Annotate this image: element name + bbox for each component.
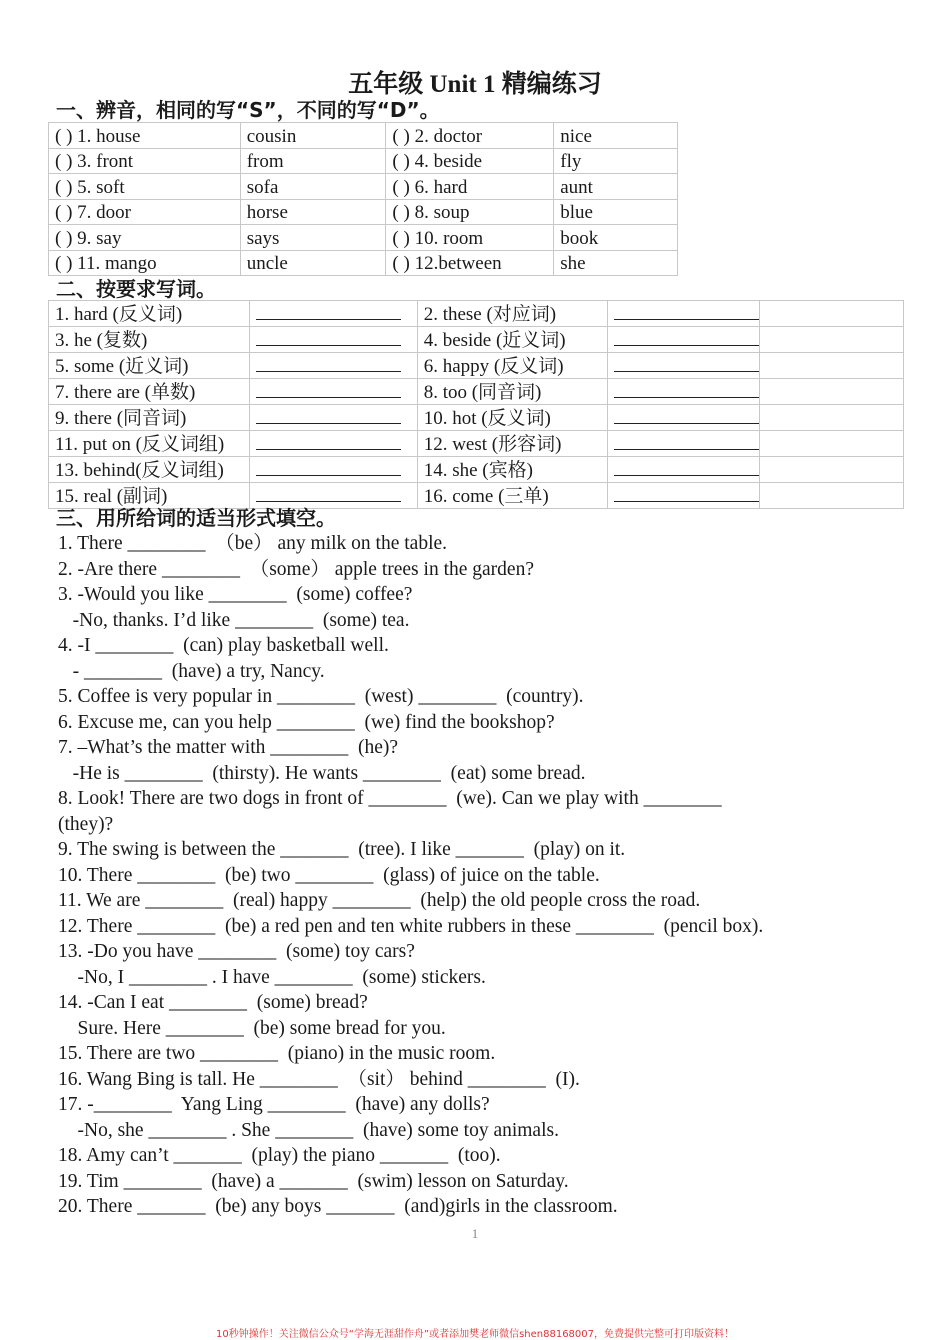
section2-heading: 二、按要求写词。 bbox=[56, 277, 216, 301]
phonics-cell: ( ) 4. beside bbox=[386, 148, 554, 174]
exercise-line: 20. There _______ (be) any boys _______ (and)girls in the classroom. bbox=[58, 1196, 618, 1217]
phonics-cell: ( ) 3. front bbox=[49, 148, 241, 174]
answer-blank[interactable] bbox=[614, 301, 759, 320]
word-form-row bbox=[49, 405, 904, 431]
phonics-row bbox=[49, 225, 678, 251]
answer-blank[interactable] bbox=[256, 353, 401, 372]
prompt-cell: 8. too (同音词) bbox=[417, 379, 608, 405]
empty-cell bbox=[760, 379, 904, 405]
answer-blank[interactable] bbox=[256, 431, 401, 450]
phonics-cell: she bbox=[554, 250, 678, 276]
exercise-line: 5. Coffee is very popular in ________ (west) ________ (country). bbox=[58, 686, 584, 707]
exercise-line: 17. -________ Yang Ling ________ (have) any dolls? bbox=[58, 1094, 490, 1115]
phonics-cell: ( ) 1. house bbox=[49, 123, 241, 149]
exercise-line: -He is ________ (thirsty). He wants ________ (eat) some bread. bbox=[58, 762, 586, 784]
phonics-cell: ( ) 5. soft bbox=[49, 174, 241, 200]
prompt-cell: 5. some (近义词) bbox=[49, 353, 250, 379]
prompt-cell: 4. beside (近义词) bbox=[417, 327, 608, 353]
fill-in-exercises bbox=[58, 531, 918, 1220]
answer-blank[interactable] bbox=[614, 483, 759, 502]
phonics-cell: ( ) 12.between bbox=[386, 250, 554, 276]
answer-blank[interactable] bbox=[614, 457, 759, 476]
prompt-cell: 6. happy (反义词) bbox=[417, 353, 608, 379]
phonics-row bbox=[49, 250, 678, 276]
exercise-line: 11. We are ________ (real) happy ________ (help) the old people cross the road. bbox=[58, 890, 701, 911]
phonics-cell: horse bbox=[240, 199, 386, 225]
empty-cell bbox=[760, 301, 904, 327]
word-form-row bbox=[49, 327, 904, 353]
exercise-line: (they)? bbox=[58, 813, 114, 835]
exercise-line: 15. There are two ________ (piano) in the music room. bbox=[58, 1043, 496, 1064]
exercise-line: -No, I ________ . I have ________ (some) stickers. bbox=[58, 966, 486, 988]
empty-cell bbox=[760, 327, 904, 353]
prompt-cell: 1. hard (反义词) bbox=[49, 301, 250, 327]
word-form-row bbox=[49, 457, 904, 483]
answer-cell[interactable] bbox=[608, 457, 760, 483]
answer-blank[interactable] bbox=[614, 327, 759, 346]
answer-blank[interactable] bbox=[614, 431, 759, 450]
prompt-cell: 12. west (形容词) bbox=[417, 431, 608, 457]
phonics-cell: fly bbox=[554, 148, 678, 174]
phonics-cell: aunt bbox=[554, 174, 678, 200]
phonics-cell: book bbox=[554, 225, 678, 251]
answer-blank[interactable] bbox=[256, 327, 401, 346]
phonics-cell: ( ) 11. mango bbox=[49, 250, 241, 276]
exercise-line: -No, thanks. I’d like ________ (some) tea. bbox=[58, 609, 410, 631]
phonics-row bbox=[49, 199, 678, 225]
prompt-cell: 3. he (复数) bbox=[49, 327, 250, 353]
exercise-line: 8. Look! There are two dogs in front of ________ (we). Can we play with ________ bbox=[58, 788, 722, 809]
answer-blank[interactable] bbox=[256, 301, 401, 320]
exercise-line: 19. Tim ________ (have) a _______ (swim) lesson on Saturday. bbox=[58, 1170, 569, 1192]
phonics-cell: ( ) 6. hard bbox=[386, 174, 554, 200]
exercise-line: 16. Wang Bing is tall. He ________ （sit） behind ________ (I). bbox=[58, 1068, 580, 1090]
exercise-line: 6. Excuse me, can you help ________ (we) find the bookshop? bbox=[58, 711, 555, 733]
answer-blank[interactable] bbox=[256, 457, 401, 476]
phonics-row bbox=[49, 174, 678, 200]
prompt-cell: 11. put on (反义词组) bbox=[49, 431, 250, 457]
exercise-line: Sure. Here ________ (be) some bread for you. bbox=[58, 1017, 446, 1039]
word-form-row bbox=[49, 301, 904, 327]
exercise-line: 2. -Are there ________ （some） apple trees in the garden? bbox=[58, 558, 534, 580]
answer-cell[interactable] bbox=[608, 327, 760, 353]
answer-cell[interactable] bbox=[250, 405, 418, 431]
section3-heading: 三、用所给词的适当形式填空。 bbox=[56, 506, 336, 530]
phonics-cell: sofa bbox=[240, 174, 386, 200]
answer-blank[interactable] bbox=[614, 353, 759, 372]
word-form-row bbox=[49, 431, 904, 457]
phonics-cell: ( ) 8. soup bbox=[386, 199, 554, 225]
answer-blank[interactable] bbox=[614, 405, 759, 424]
page-number: 1 bbox=[471, 1226, 479, 1241]
phonics-cell: nice bbox=[554, 123, 678, 149]
exercise-line: -No, she ________ . She ________ (have) some toy animals. bbox=[58, 1119, 559, 1141]
phonics-cell: ( ) 2. doctor bbox=[386, 123, 554, 149]
footer-note: 10秒钟操作！关注微信公众号“学海无涯甜作舟”或者添加樊老师微信shen88168007，免费提供完整可打印版资料！ bbox=[215, 1329, 735, 1340]
answer-cell[interactable] bbox=[608, 353, 760, 379]
exercise-line: 7. –What’s the matter with ________ (he)? bbox=[58, 737, 399, 758]
empty-cell bbox=[760, 483, 904, 509]
prompt-cell: 2. these (对应词) bbox=[417, 301, 608, 327]
exercise-line: 9. The swing is between the _______ (tree). I like _______ (play) on it. bbox=[58, 839, 626, 860]
phonics-row bbox=[49, 148, 678, 174]
word-form-row bbox=[49, 379, 904, 405]
phonics-cell: cousin bbox=[240, 123, 386, 149]
phonics-cell: ( ) 10. room bbox=[386, 225, 554, 251]
prompt-cell: 9. there (同音词) bbox=[49, 405, 250, 431]
exercise-line: 10. There ________ (be) two ________ (glass) of juice on the table. bbox=[58, 864, 600, 886]
exercise-line: 4. -I ________ (can) play basketball well. bbox=[58, 635, 389, 656]
answer-cell[interactable] bbox=[250, 353, 418, 379]
answer-cell[interactable] bbox=[608, 483, 760, 509]
empty-cell bbox=[760, 353, 904, 379]
word-form-row bbox=[49, 353, 904, 379]
prompt-cell: 7. there are (单数) bbox=[49, 379, 250, 405]
page-title: 五年级 Unit 1 精编练习 bbox=[348, 71, 602, 98]
exercise-line: 18. Amy can’t _______ (play) the piano _______ (too). bbox=[58, 1145, 501, 1166]
answer-blank[interactable] bbox=[256, 483, 401, 502]
answer-cell[interactable] bbox=[250, 457, 418, 483]
prompt-cell: 15. real (副词) bbox=[49, 483, 250, 509]
answer-blank[interactable] bbox=[256, 405, 401, 424]
answer-cell[interactable] bbox=[250, 379, 418, 405]
answer-cell[interactable] bbox=[250, 431, 418, 457]
empty-cell bbox=[760, 431, 904, 457]
section1-heading: 一、辨音，相同的写“S”，不同的写“D”。 bbox=[56, 98, 440, 122]
prompt-cell: 10. hot (反义词) bbox=[417, 405, 608, 431]
empty-cell bbox=[760, 457, 904, 483]
phonics-cell: ( ) 7. door bbox=[49, 199, 241, 225]
exercise-line: - ________ (have) a try, Nancy. bbox=[58, 660, 325, 682]
word-forms-table bbox=[48, 300, 904, 509]
answer-cell[interactable] bbox=[608, 301, 760, 327]
answer-blank[interactable] bbox=[256, 379, 401, 398]
exercise-line: 12. There ________ (be) a red pen and ten white rubbers in these ________ (pencil box). bbox=[58, 915, 764, 937]
phonics-table bbox=[48, 122, 678, 276]
answer-cell[interactable] bbox=[608, 405, 760, 431]
answer-blank[interactable] bbox=[614, 379, 759, 398]
exercise-line: 3. -Would you like ________ (some) coffee? bbox=[58, 584, 413, 605]
prompt-cell: 16. come (三单) bbox=[417, 483, 608, 509]
phonics-cell: uncle bbox=[240, 250, 386, 276]
answer-cell[interactable] bbox=[250, 301, 418, 327]
empty-cell bbox=[760, 405, 904, 431]
phonics-cell: says bbox=[240, 225, 386, 251]
exercise-line: 13. -Do you have ________ (some) toy cars? bbox=[58, 941, 415, 962]
answer-cell[interactable] bbox=[250, 327, 418, 353]
answer-cell[interactable] bbox=[608, 431, 760, 457]
prompt-cell: 13. behind(反义词组) bbox=[49, 457, 250, 483]
phonics-row bbox=[49, 123, 678, 149]
answer-cell[interactable] bbox=[608, 379, 760, 405]
phonics-cell: blue bbox=[554, 199, 678, 225]
exercise-line: 1. There ________ （be） any milk on the table. bbox=[58, 533, 448, 554]
phonics-cell: ( ) 9. say bbox=[49, 225, 241, 251]
exercise-line: 14. -Can I eat ________ (some) bread? bbox=[58, 992, 368, 1013]
phonics-cell: from bbox=[240, 148, 386, 174]
prompt-cell: 14. she (宾格) bbox=[417, 457, 608, 483]
